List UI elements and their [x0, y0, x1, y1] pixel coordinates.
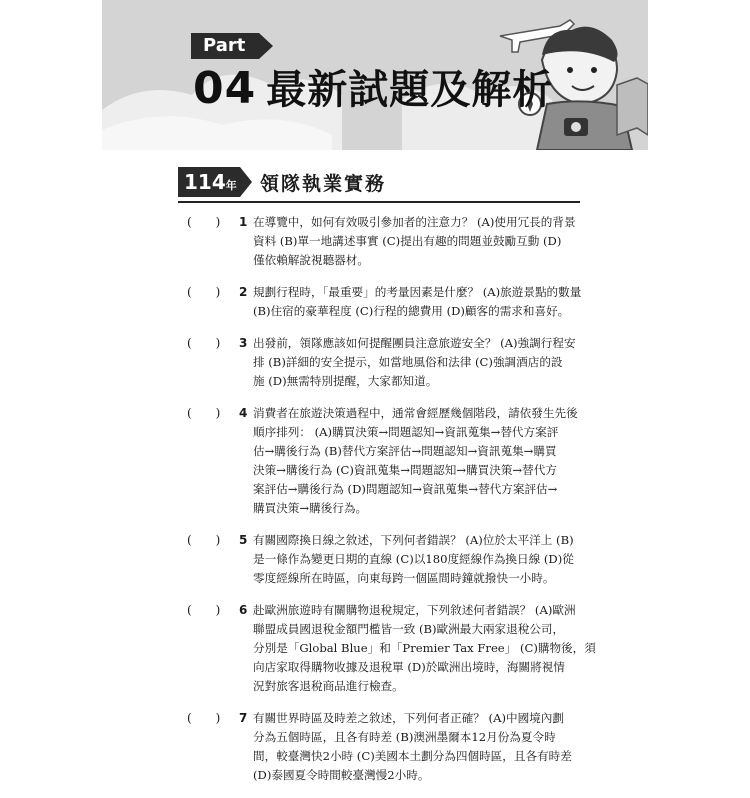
question-line: 僅依賴解說視聽器材。: [253, 253, 369, 267]
question-item: [183, 404, 593, 518]
question-line: 決策→購後行為 (C)資訊蒐集→問題認知→購買決策→替代方: [253, 463, 557, 477]
chapter-number: 04: [193, 63, 257, 114]
question-line: 聯盟成員國退稅金額門檻皆一致 (B)歐洲最大兩家退稅公司，: [253, 622, 565, 636]
question-line: 零度經線所在時區，向東每跨一個區間時鐘就撥快一小時。: [253, 571, 555, 585]
map-icon: [617, 78, 648, 135]
question-number: 6: [239, 603, 248, 617]
question-line: 有關世界時區及時差之敘述，下列何者正確？ (A)中國境內劃: [253, 711, 564, 725]
question-number: 4: [239, 406, 248, 420]
question-item: [183, 283, 593, 321]
question-line: (B)住宿的豪華程度 (C)行程的總費用 (D)顧客的需求和喜好。: [253, 304, 570, 318]
question-line: 案評估→購後行為 (D)問題認知→資訊蒐集→替代方案評估→: [253, 482, 558, 496]
section-title: 領隊執業實務: [260, 173, 387, 195]
answer-blank: ( ): [187, 603, 221, 617]
question-line: 是一條作為變更日期的直線 (C)以180度經線作為換日線 (D)從: [253, 552, 574, 566]
question-item: [183, 601, 596, 696]
part-label: Part: [191, 33, 259, 59]
answer-blank: ( ): [187, 285, 221, 299]
answer-blank: ( ): [187, 215, 221, 229]
question-line: 況對旅客退稅商品進行檢查。: [253, 679, 404, 693]
section-header: [178, 163, 580, 203]
question-line: 施 (D)無需特別提醒，大家都知道。: [253, 374, 438, 388]
question-item: [183, 709, 593, 785]
question-number: 1: [239, 215, 248, 229]
answer-blank: ( ): [187, 533, 221, 547]
question-item: [183, 334, 593, 391]
question-list: [183, 213, 596, 798]
question-line: 估→購後行為 (B)替代方案評估→問題認知→資訊蒐集→購買: [253, 444, 557, 458]
question-line: (D)泰國夏令時間較臺灣慢2小時。: [253, 768, 430, 782]
question-line: 赴歐洲旅遊時有關購物退稅規定，下列敘述何者錯誤？ (A)歐洲: [253, 603, 576, 617]
question-number: 3: [239, 336, 248, 350]
question-line: 排 (B)詳細的安全提示，如當地風俗和法律 (C)強調酒店的設: [253, 355, 563, 369]
year-badge: [178, 167, 240, 197]
question-line: 分為五個時區，且各有時差 (B)澳洲墨爾本12月份為夏令時: [253, 730, 556, 744]
question-line: 消費者在旅遊決策過程中，通常會經歷幾個階段，請依發生先後: [253, 406, 578, 420]
answer-blank: ( ): [187, 711, 221, 725]
year-unit: 年: [225, 179, 237, 192]
question-line: 在導覽中，如何有效吸引參加者的注意力？ (A)使用冗長的背景: [253, 215, 576, 229]
answer-blank: ( ): [187, 406, 221, 420]
question-number: 7: [239, 711, 248, 725]
question-line: 間，較臺灣快2小時 (C)美國本土劃分為四個時區，且各有時差: [253, 749, 572, 763]
chapter-heading: [193, 58, 553, 115]
answer-blank: ( ): [187, 336, 221, 350]
question-line: 有關國際換日線之敘述，下列何者錯誤？ (A)位於太平洋上 (B): [253, 533, 574, 547]
question-line: 分別是「Global Blue」和「Premier Tax Free」 (C)購物後，須: [253, 641, 596, 655]
question-line: 資料 (B)單一地講述事實 (C)提出有趣的問題並鼓勵互動 (D): [253, 234, 562, 248]
chapter-title: 最新試題及解析: [266, 67, 554, 113]
question-line: 購買決策→購後行為。: [253, 501, 368, 515]
question-line: 順序排列： (A)購買決策→問題認知→資訊蒐集→替代方案評: [253, 425, 559, 439]
question-line: 規劃行程時，「最重要」的考量因素是什麼？ (A)旅遊景點的數量: [253, 285, 582, 299]
year-number: 114: [184, 170, 226, 194]
question-item: [183, 531, 593, 588]
question-line: 向店家取得購物收據及退稅單 (D)於歐洲出境時，海關將視情: [253, 660, 565, 674]
question-line: 出發前，領隊應該如何提醒團員注意旅遊安全？ (A)強調行程安: [253, 336, 576, 350]
question-number: 2: [239, 285, 248, 299]
question-item: [183, 213, 593, 270]
question-number: 5: [239, 533, 248, 547]
